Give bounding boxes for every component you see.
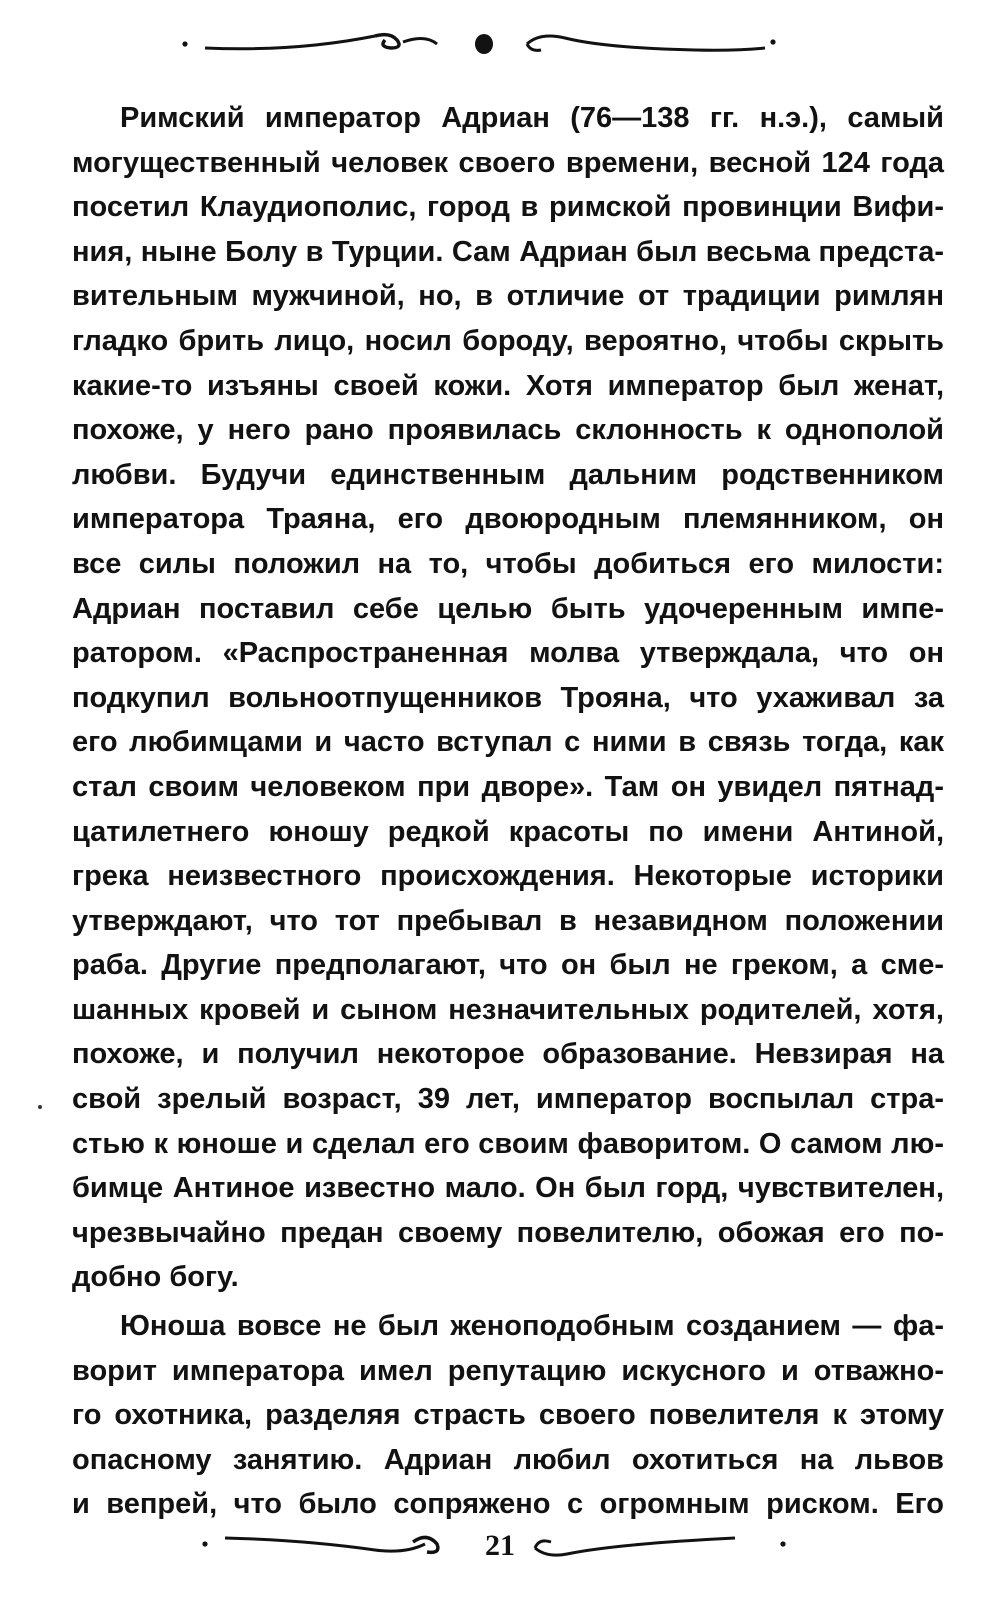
text-line: ния, ныне Болу в Турции. Сам Адриан был весьма предста- (72, 235, 944, 268)
body-text (72, 96, 944, 1527)
text-line: какие-то изъяны своей кожи. Хотя император был женат, (72, 369, 944, 402)
text-line: похоже, и получил некоторое образование. Невзирая на (72, 1038, 944, 1071)
text-line: Юноша вовсе не был женоподобным созданием — фа- (120, 1310, 944, 1343)
text-line: и вепрей, что было сопряжено с огромным риском. Его (72, 1488, 944, 1521)
text-line: стью к юноше и сделал его своим фаворитом. О самом лю- (72, 1127, 944, 1160)
text-line: похоже, у него рано проявилась склонность к однополой (72, 414, 944, 447)
text-line: Адриан поставил себе целью быть удочеренным импе- (72, 592, 944, 625)
text-line: его любимцами и часто вступал с ними в связь тогда, как (72, 726, 944, 759)
text-line: бимце Антиное известно мало. Он был горд, чувствителен, (72, 1172, 944, 1205)
text-line: цатилетнего юношу редкой красоты по имени Антиной, (72, 815, 944, 848)
text-line: опасному занятию. Адриан любил охотиться на львов (72, 1443, 944, 1476)
text-line: добно богу. (72, 1261, 239, 1294)
top-ornament (175, 22, 825, 62)
text-line: любви. Будучи единственным дальним родственником (72, 458, 944, 491)
text-line: могущественный человек своего времени, весной 124 года (72, 146, 944, 179)
text-line: грека неизвестного происхождения. Некоторые историки (72, 860, 944, 893)
text-line: стал своим человеком при дворе». Там он увидел пятнад- (72, 770, 944, 803)
text-line: подкупил вольноотпущенников Трояна, что ухаживал за (72, 681, 944, 714)
text-line: раба. Другие предполагают, что он был не греком, а сме- (72, 949, 944, 982)
text-line: все силы положил на то, чтобы добиться его милости: (72, 547, 944, 580)
text-line: шанных кровей и сыном незначительных родителей, хотя, (72, 993, 944, 1026)
paragraph-1 (72, 96, 944, 1300)
page-number: 21 (485, 1529, 515, 1562)
text-line: посетил Клаудиополис, город в римской провинции Вифи- (72, 191, 944, 224)
scan-speck (38, 1105, 42, 1109)
text-line: го охотника, разделяя страсть своего повелителя к этому (72, 1399, 944, 1432)
paragraph-2 (72, 1304, 944, 1527)
flourish-divider-icon (175, 22, 825, 62)
text-line: чрезвычайно предан своему повелителю, обожая его по- (72, 1216, 944, 1249)
text-line: Римский император Адриан (76—138 гг. н.э.), самый (120, 102, 944, 134)
text-line: императора Траяна, его двоюродным племянником, он (72, 503, 944, 536)
text-line: утверждают, что тот пребывал в незавидном положении (72, 904, 944, 937)
text-line: свой зрелый возраст, 39 лет, император воспылал стра- (72, 1083, 944, 1116)
text-line: ратором. «Распространенная молва утверждала, что он (72, 637, 944, 670)
text-line: гладко брить лицо, носил бороду, вероятно, чтобы скрыть (72, 324, 944, 357)
text-line: вительным мужчиной, но, в отличие от традиции римлян (72, 280, 944, 313)
text-line: ворит императора имел репутацию искусного и отважно- (72, 1354, 944, 1387)
